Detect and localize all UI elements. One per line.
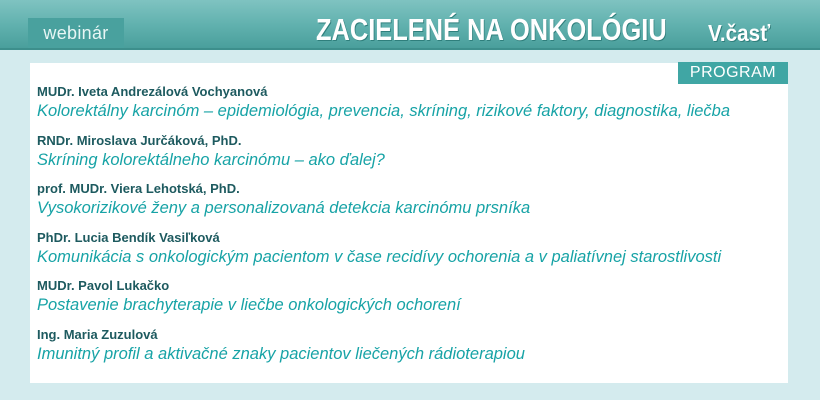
talk-topic: Komunikácia s onkologickým pacientom v čase recidívy ochorenia a v paliatívnej starostlivosti — [37, 247, 722, 266]
part-label: V.časť — [708, 20, 771, 46]
talk-topic: Imunitný profil a aktivačné znaky pacientov liečených rádioterapiou — [37, 344, 525, 363]
talk-topic: Postavenie brachyterapie v liečbe onkologických ochorení — [37, 296, 461, 315]
talk-topic: Vysokorizikové ženy a personalizovaná detekcia karcinómu prsníka — [37, 199, 531, 218]
talk-item — [37, 84, 797, 133]
webinar-tab: webinár — [28, 18, 124, 48]
talk-item — [37, 181, 797, 230]
speaker-name: PhDr. Lucia Bendík Vasiľková — [37, 229, 220, 245]
speaker-name: MUDr. Pavol Lukačko — [37, 278, 170, 294]
header-divider — [0, 48, 820, 50]
talk-topic: Skríning kolorektálneho karcinómu – ako ďalej? — [37, 150, 385, 169]
talk-item — [37, 133, 797, 182]
speaker-name: Ing. Maria Zuzulová — [37, 326, 158, 342]
talk-item — [37, 278, 797, 327]
talk-item — [37, 327, 797, 376]
talk-topic: Kolorektálny karcinóm – epidemiológia, prevencia, skríning, rizikové faktory, diagnostika, liečba — [37, 102, 731, 120]
page-title: ZACIELENÉ NA ONKOLÓGIU — [316, 12, 667, 47]
talk-item — [37, 230, 797, 279]
program-badge: PROGRAM — [678, 62, 788, 84]
speaker-name: MUDr. Iveta Andrezálová Vochyanová — [37, 84, 268, 99]
speaker-name: RNDr. Miroslava Jurčáková, PhD. — [37, 132, 242, 148]
speaker-name: prof. MUDr. Viera Lehotská, PhD. — [37, 181, 240, 197]
talk-list — [37, 84, 797, 376]
